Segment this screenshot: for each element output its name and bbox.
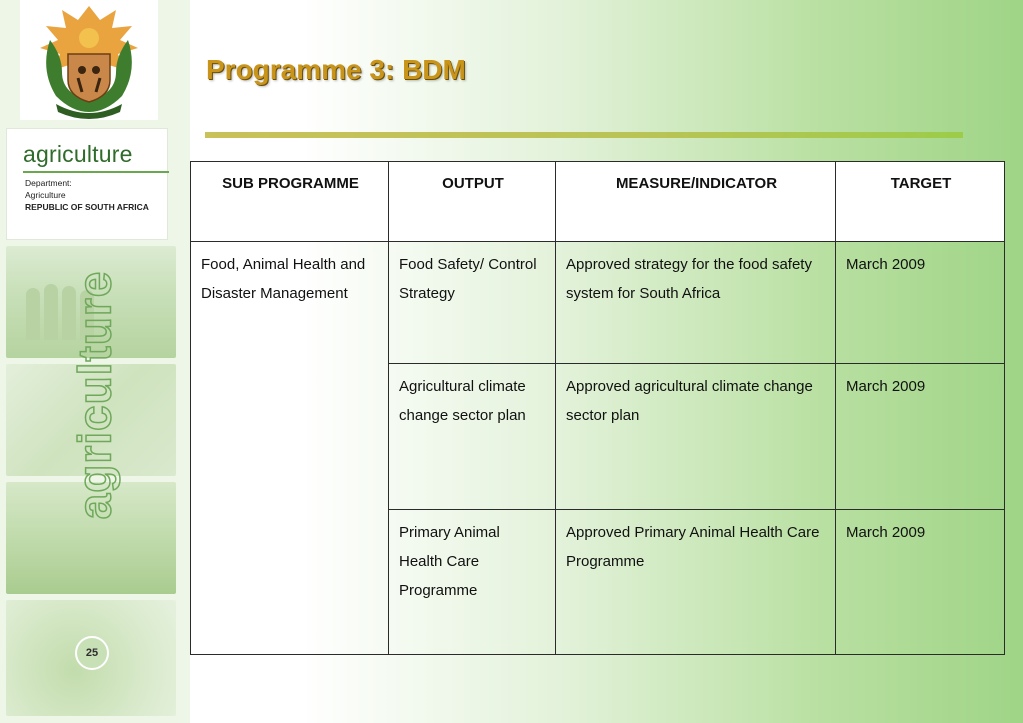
agriculture-brand-panel (6, 128, 168, 240)
vertical-word: agriculture (68, 270, 121, 520)
programme-table (190, 161, 1005, 655)
brand-divider (23, 171, 169, 173)
header-output: OUTPUT (389, 162, 556, 242)
department-line-2: Agriculture (25, 190, 66, 200)
target-cell: March 2009 (836, 364, 1005, 509)
measure-cell: Approved Primary Animal Health Care Programme (556, 509, 836, 654)
vertical-agriculture-watermark (64, 250, 124, 540)
table-header-row (191, 162, 1005, 242)
sub-programme-cell: Food, Animal Health and Disaster Management (191, 242, 389, 655)
department-label (25, 177, 175, 213)
output-cell: Food Safety/ Control Strategy (389, 242, 556, 364)
measure-cell: Approved agricultural climate change sector plan (556, 364, 836, 509)
page-number-badge: 25 (75, 636, 109, 670)
output-cell: Agricultural climate change sector plan (389, 364, 556, 509)
target-cell: March 2009 (836, 242, 1005, 364)
coat-of-arms-logo (20, 0, 158, 120)
slide-title: Programme 3: BDM (206, 54, 466, 85)
target-cell: March 2009 (836, 509, 1005, 654)
title-underline (205, 132, 963, 138)
department-line-3: REPUBLIC OF SOUTH AFRICA (25, 202, 149, 212)
coat-of-arms-icon (20, 0, 158, 120)
brand-wordmark: agriculture (23, 141, 133, 167)
header-sub-programme: SUB PROGRAMME (191, 162, 389, 242)
header-target: TARGET (836, 162, 1005, 242)
sidebar (0, 0, 190, 723)
measure-cell: Approved strategy for the food safety system for South Africa (556, 242, 836, 364)
output-cell: Primary Animal Health Care Programme (389, 509, 556, 654)
table-row (191, 242, 1005, 364)
department-line-1: Department: (25, 178, 72, 188)
header-measure-indicator: MEASURE/INDICATOR (556, 162, 836, 242)
